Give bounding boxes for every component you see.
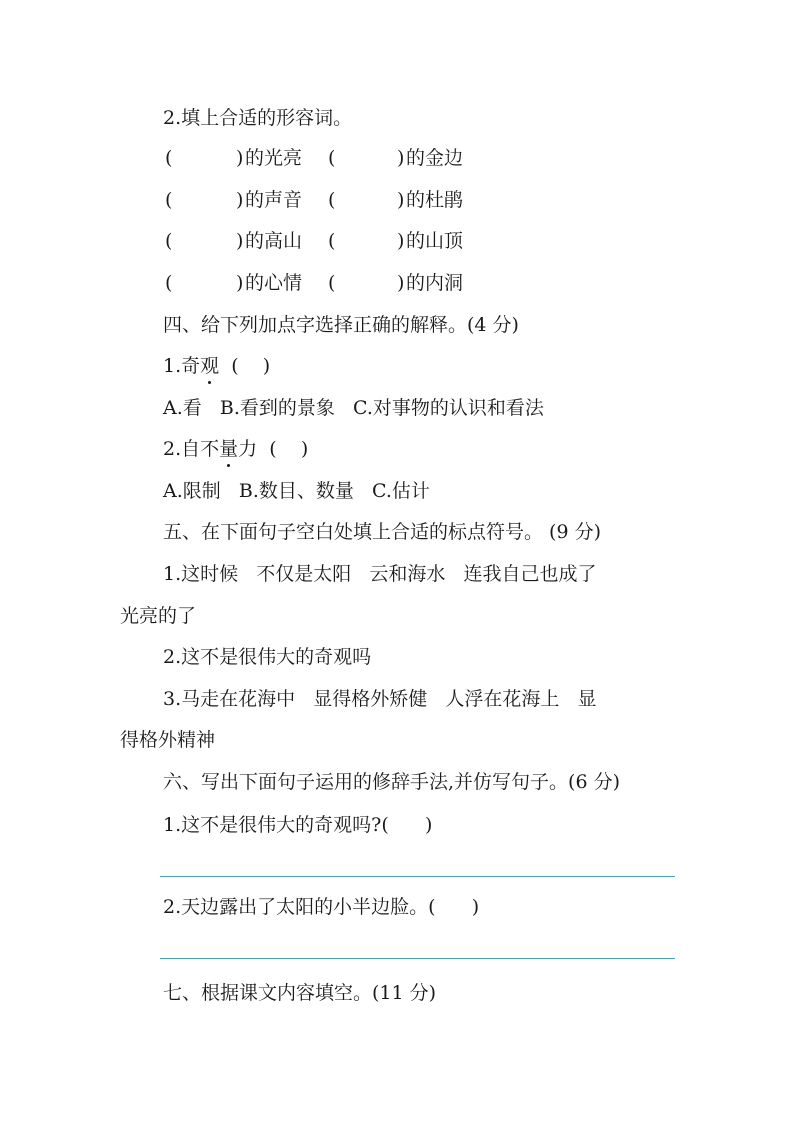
adjective-phrase: 的山顶 xyxy=(406,230,464,252)
emphasis-dotted-char: 量 xyxy=(219,438,239,460)
answer-blank: ( ) xyxy=(257,438,309,460)
blank-close-paren: ) xyxy=(397,189,405,211)
q2-prefix: 2.自不 xyxy=(163,438,220,460)
blank-open-paren: ( xyxy=(165,189,173,211)
blank-close-paren: ) xyxy=(397,147,405,169)
answer-blank: ( ) xyxy=(219,355,271,377)
section-5-q2: 2.这不是很伟大的奇观吗 xyxy=(163,646,372,668)
emphasis-dotted-char: 观 xyxy=(200,355,220,377)
answer-line[interactable] xyxy=(160,876,675,877)
q2-suffix: 力 xyxy=(238,438,258,460)
section-4-q2 xyxy=(163,437,308,461)
q2-adjective-title: 2.填上合适的形容词。 xyxy=(163,107,353,129)
section-4-q1 xyxy=(163,354,270,378)
blank-close-paren: ) xyxy=(397,230,405,252)
blank-open-paren: ( xyxy=(328,230,336,252)
section-6-q1: 1.这不是很伟大的奇观吗?( ) xyxy=(163,814,433,836)
blank-close-paren: ) xyxy=(236,272,244,294)
section-5-q1-line2: 光亮的了 xyxy=(120,605,197,627)
section-6-q2: 2.天边露出了太阳的小半边脸。( ) xyxy=(163,896,480,918)
adjective-row xyxy=(165,188,463,212)
blank-open-paren: ( xyxy=(165,272,173,294)
adjective-phrase: 的高山 xyxy=(245,230,303,252)
blank-open-paren: ( xyxy=(165,147,173,169)
adjective-row xyxy=(165,229,463,253)
adjective-phrase: 的金边 xyxy=(406,147,464,169)
adjective-phrase: 的杜鹃 xyxy=(406,189,464,211)
adjective-row xyxy=(165,271,463,295)
section-4-heading: 四、给下列加点字选择正确的解释。(4 分) xyxy=(163,314,519,336)
blank-close-paren: ) xyxy=(397,272,405,294)
blank-close-paren: ) xyxy=(236,230,244,252)
section-6-heading: 六、写出下面句子运用的修辞手法,并仿写句子。(6 分) xyxy=(163,771,620,793)
blank-close-paren: ) xyxy=(236,147,244,169)
section-4-q2-options: A.限制 B.数目、数量 C.估计 xyxy=(163,480,430,502)
adjective-phrase: 的心情 xyxy=(245,272,303,294)
adjective-row xyxy=(165,146,463,170)
blank-open-paren: ( xyxy=(328,272,336,294)
adjective-phrase: 的内洞 xyxy=(406,272,464,294)
answer-line[interactable] xyxy=(160,958,675,959)
section-4-q1-options: A.看 B.看到的景象 C.对事物的认识和看法 xyxy=(163,397,544,419)
section-7-heading: 七、根据课文内容填空。(11 分) xyxy=(163,982,437,1004)
blank-open-paren: ( xyxy=(328,147,336,169)
section-5-q3-line1: 3.马走在花海中 显得格外矫健 人浮在花海上 显 xyxy=(163,688,597,710)
blank-open-paren: ( xyxy=(165,230,173,252)
section-5-heading: 五、在下面句子空白处填上合适的标点符号。 (9 分) xyxy=(163,521,601,543)
q1-prefix: 1.奇 xyxy=(163,355,201,377)
blank-open-paren: ( xyxy=(328,189,336,211)
adjective-phrase: 的光亮 xyxy=(245,147,303,169)
adjective-phrase: 的声音 xyxy=(245,189,303,211)
blank-close-paren: ) xyxy=(236,189,244,211)
section-5-q1-line1: 1.这时候 不仅是太阳 云和海水 连我自己也成了 xyxy=(163,563,597,585)
section-5-q3-line2: 得格外精神 xyxy=(120,729,216,751)
